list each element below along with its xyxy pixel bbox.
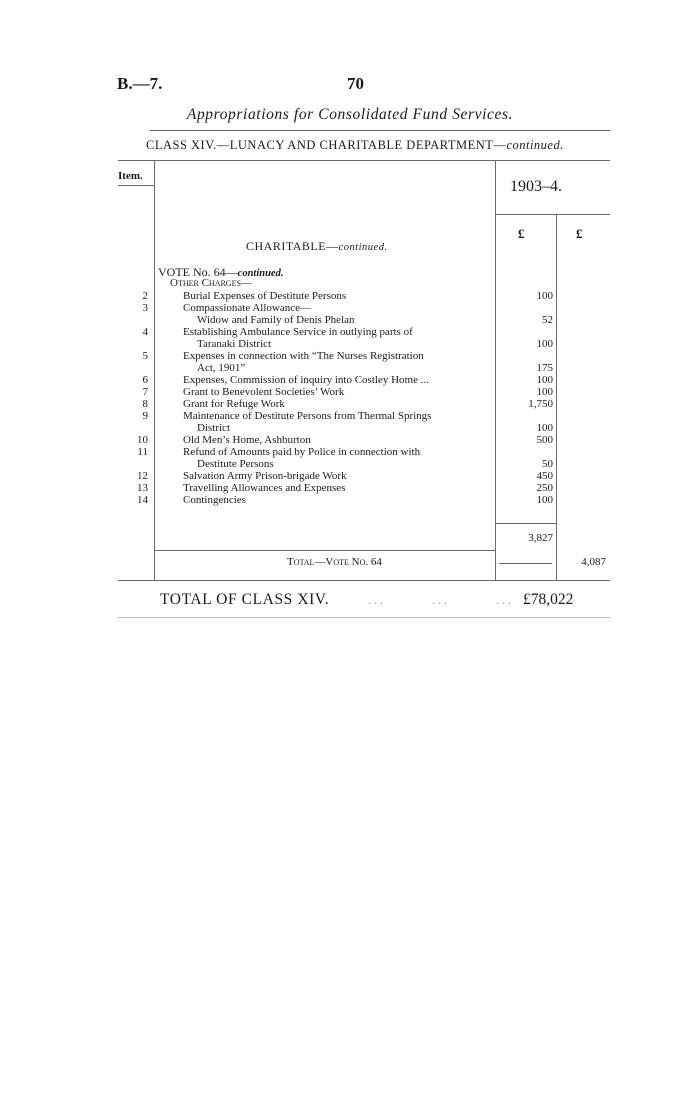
- item-amount: 50: [542, 458, 553, 470]
- total-vote-rule: [499, 563, 552, 564]
- item-description: Grant for Refuge Work: [183, 398, 285, 410]
- class-heading: [146, 138, 564, 153]
- item-amount: 250: [536, 482, 553, 494]
- item-col-label: Item.: [118, 170, 143, 182]
- year-label: 1903–4.: [510, 178, 562, 195]
- class-heading-main: CLASS XIV.—LUNACY AND CHARITABLE DEPARTMENT—: [146, 138, 507, 152]
- item-description-cont: Destitute Persons: [197, 458, 274, 470]
- page-number: 70: [347, 74, 364, 93]
- item-description: Expenses in connection with “The Nurses Registration: [183, 350, 424, 362]
- item-description-cont: Taranaki District: [197, 338, 272, 350]
- subtotal-amount: 3,827: [528, 532, 553, 544]
- item-amount: 175: [536, 362, 553, 374]
- item-amount: 500: [536, 434, 553, 446]
- other-charges-label: Other Charges—: [170, 277, 252, 289]
- item-number: 10: [137, 434, 148, 446]
- table-row: [118, 374, 610, 386]
- year-rule: [495, 214, 610, 215]
- item-amount: 100: [536, 338, 553, 350]
- item-number: 9: [142, 410, 148, 422]
- class-total-dots: ... ... ...: [368, 593, 514, 607]
- item-number: 11: [137, 446, 148, 458]
- table-row: [118, 482, 610, 494]
- table-row: [118, 446, 610, 470]
- class-total-amount: £78,022: [523, 591, 574, 608]
- subtotal-divider: [154, 550, 495, 551]
- table-row: [118, 302, 610, 314]
- item-underline: [118, 185, 154, 186]
- item-description: Grant to Benevolent Societies’ Work: [183, 386, 345, 398]
- item-description-cont: Act, 1901”: [197, 362, 246, 374]
- item-amount: 1,750: [528, 398, 553, 410]
- vote-heading-continued: continued.: [237, 268, 284, 279]
- item-description: Burial Expenses of Destitute Persons: [183, 290, 347, 302]
- item-amount: 52: [542, 314, 553, 326]
- item-description: Compassionate Allowance—: [183, 302, 312, 314]
- subtotal-rule: [495, 523, 556, 524]
- table-bottom-rule: [118, 580, 610, 581]
- rule-table-top: [118, 160, 610, 161]
- item-description: Widow and Family of Denis Phelan: [197, 314, 355, 326]
- item-amount: 450: [536, 470, 553, 482]
- table-row: [118, 350, 610, 374]
- line-items: [118, 290, 610, 506]
- table-row: [118, 470, 610, 482]
- page-title: Appropriations for Consolidated Fund Services.: [186, 106, 514, 123]
- table-row: [118, 434, 610, 446]
- vote-heading-main: VOTE No. 64—: [158, 265, 238, 279]
- table-row: [118, 314, 610, 326]
- item-description: Establishing Ambulance Service in outlying parts of: [183, 326, 413, 338]
- item-amount: 100: [536, 386, 553, 398]
- section-heading-continued: continued.: [338, 242, 388, 253]
- table-row: [118, 326, 610, 350]
- item-number: 12: [137, 470, 148, 482]
- class-heading-continued: continued.: [506, 138, 564, 152]
- section-heading: [246, 239, 388, 254]
- item-description: Old Men’s Home, Ashburton: [183, 434, 311, 446]
- class-total-label: TOTAL OF CLASS XIV.: [160, 591, 330, 608]
- table-row: [118, 290, 610, 302]
- item-number: 13: [137, 482, 148, 494]
- item-description-cont: District: [197, 422, 230, 434]
- rule-top: [150, 130, 610, 131]
- item-number: 7: [142, 386, 148, 398]
- item-number: 6: [142, 374, 148, 386]
- total-vote-amount: 4,087: [581, 556, 606, 568]
- item-description: Expenses, Commission of inquiry into Costley Home ...: [183, 374, 429, 386]
- total-vote-label: Total—Vote No. 64: [287, 556, 382, 568]
- table-row: [118, 398, 610, 410]
- item-amount: 100: [536, 494, 553, 506]
- item-number: 8: [142, 398, 148, 410]
- item-amount: 100: [536, 422, 553, 434]
- currency-symbol-1: £: [518, 226, 525, 241]
- currency-symbol-2: £: [576, 226, 583, 241]
- item-description: Salvation Army Prison-brigade Work: [183, 470, 347, 482]
- item-amount: 100: [536, 290, 553, 302]
- table-row: [118, 386, 610, 398]
- section-heading-main: CHARITABLE—: [246, 239, 339, 253]
- table-row: [118, 410, 610, 434]
- item-number: 3: [142, 302, 148, 314]
- report-code: B.—7.: [117, 74, 163, 93]
- item-description: Refund of Amounts paid by Police in connection with: [183, 446, 421, 458]
- rule-bottom: [118, 617, 610, 618]
- item-description: Contingencies: [183, 494, 246, 506]
- item-number: 2: [142, 290, 148, 302]
- item-number: 4: [142, 326, 148, 338]
- item-number: 5: [142, 350, 148, 362]
- item-description: Maintenance of Destitute Persons from Thermal Springs: [183, 410, 432, 422]
- table-row: [118, 494, 610, 506]
- item-description: Travelling Allowances and Expenses: [183, 482, 346, 494]
- item-amount: 100: [536, 374, 553, 386]
- item-number: 14: [137, 494, 148, 506]
